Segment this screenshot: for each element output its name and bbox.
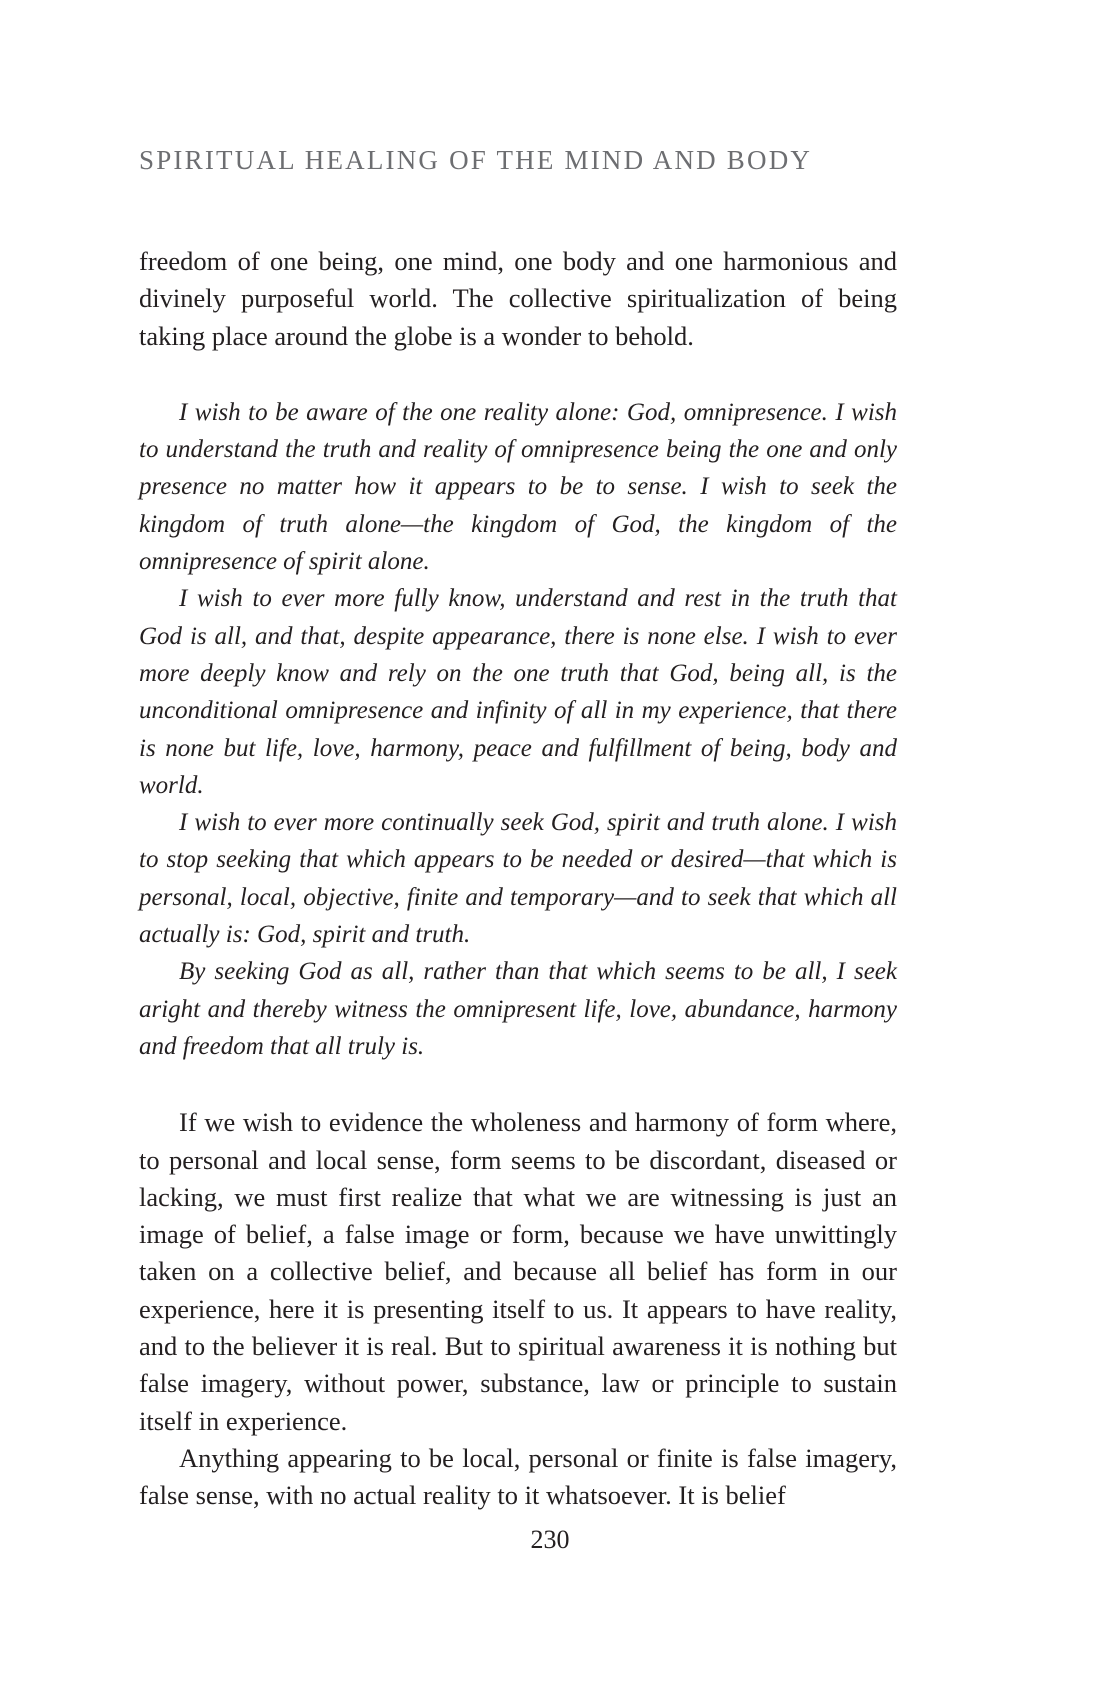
body-paragraph: Anything appearing to be local, personal or finite is false imagery, false sense, with no actual reality to it whatsoever. It is belief [139, 1442, 897, 1511]
prayer-paragraph: I wish to be aware of the one reality alone: God, omnipresence. I wish to understand the truth and reality of omnipresence being the one and only presence no matter how it appears to be to sense. I wish to seek the kingdom of truth alone—the kingdom of God, the kingdom of the omnipresence of spirit alone. [139, 398, 897, 576]
body-paragraph: If we wish to evidence the wholeness and harmony of form where, to personal and local sense, form seems to be discordant, diseased or lacking, we must first realize that what we are witnessing is just an image of belief, a false image or form, because we have unwittingly taken on a collective belief, and because all belief has form in our experience, here it is presenting itself to us. It appears to have reality, and to the believer it is real. But to spiritual awareness it is nothing but false imagery, without power, substance, law or principle to sustain itself in experience. [139, 1107, 897, 1436]
prayer-paragraph: I wish to ever more continually seek God, spirit and truth alone. I wish to stop seeking that which appears to be needed or desired—that which is personal, local, objective, finite and temporary—and to seek that which all actually is: God, spirit and truth. [139, 809, 897, 949]
page-body [139, 243, 897, 1515]
prayer-paragraph: I wish to ever more fully know, understand and rest in the truth that God is all, and that, despite appearance, there is none else. I wish to ever more deeply know and rely on the one truth that God, being all, is the unconditional omnipresence and infinity of all in my experience, that there is none but life, love, harmony, peace and fulfillment of being, body and world. [139, 585, 897, 799]
running-title: SPIRITUAL HEALING OF THE MIND AND BODY [139, 145, 813, 175]
page-number: 230 [530, 1525, 570, 1554]
prayer-block [139, 394, 897, 1065]
prayer-paragraph: By seeking God as all, rather than that which seems to be all, I seek aright and thereby witness the omnipresent life, love, abundance, harmony and freedom that all truly is. [139, 958, 897, 1060]
intro-paragraph: freedom of one being, one mind, one body and one harmonious and divinely purposeful world. The collective spiritualization of being taking place around the globe is a wonder to behold. [139, 246, 897, 351]
